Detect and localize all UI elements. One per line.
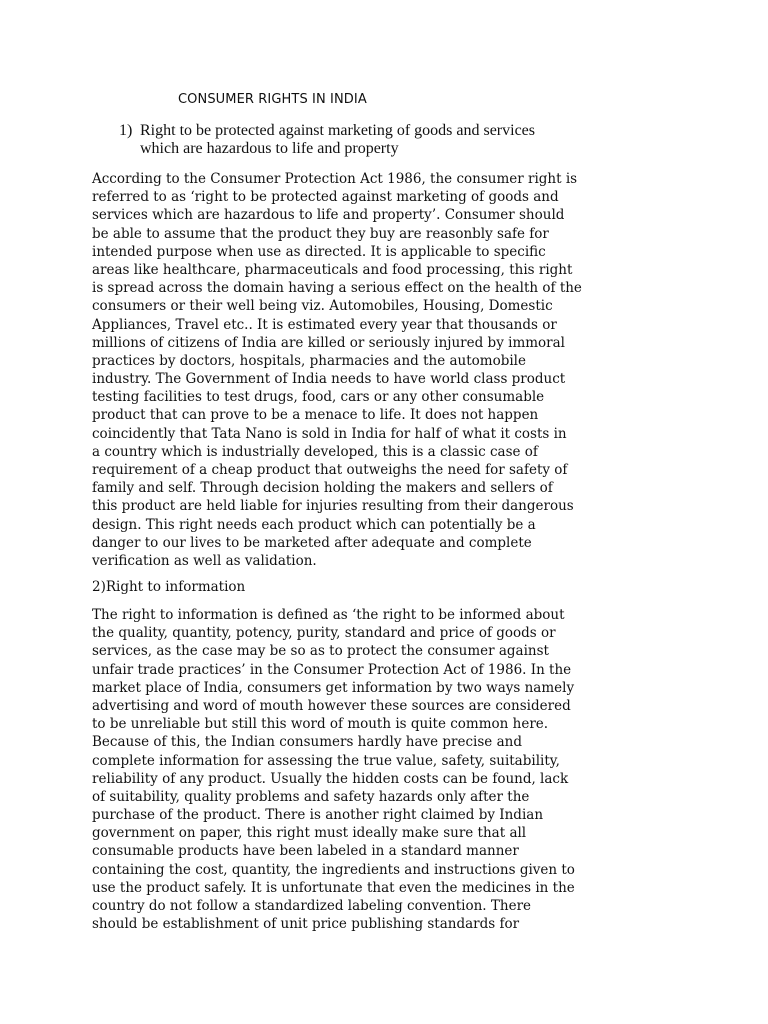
paragraph-line: containing the cost, quantity, the ingredients and instructions given to [92, 861, 575, 878]
paragraph-line: a country which is industrially developed, this is a classic case of [92, 443, 538, 460]
paragraph-line: practices by doctors, hospitals, pharmacies and the automobile [92, 352, 526, 369]
paragraph-line: Because of this, the Indian consumers hardly have precise and [92, 734, 522, 751]
paragraph-line: country do not follow a standardized labeling convention. There [92, 898, 532, 914]
paragraph-line: consumable products have been labeled in a standard manner [92, 843, 519, 860]
paragraph-line: use the product safely. It is unfortunate that even the medicines in the [92, 879, 575, 896]
paragraph-line: danger to our lives to be marketed after adequate and complete [92, 534, 532, 551]
paragraph-line: areas like healthcare, pharmaceuticals and food processing, this right [92, 261, 573, 278]
paragraph-line: reliability of any product. Usually the hidden costs can be found, lack [92, 770, 569, 787]
paragraph-line: millions of citizens of India are killed or seriously injured by immoral [92, 334, 565, 351]
paragraph-line: of suitability, quality problems and safety hazards only after the [92, 788, 530, 805]
paragraph-line: consumers or their well being viz. Automobiles, Housing, Domestic [92, 298, 553, 315]
paragraph-line: this product are held liable for injuries resulting from their dangerous [92, 498, 574, 515]
heading-line: Right to be protected against marketing of goods and services [140, 122, 536, 139]
paragraph-line: purchase of the product. There is another right claimed by Indian [92, 807, 544, 824]
section-2-heading: 2)Right to information [92, 579, 246, 595]
paragraph-line: advertising and word of mouth however these sources are considered [92, 697, 571, 714]
paragraph-line: Appliances, Travel etc.. It is estimated every year that thousands or [92, 316, 557, 333]
paragraph-line: government on paper, this right must ideally make sure that all [92, 825, 527, 842]
paragraph-line: market place of India, consumers get information by two ways namely [92, 679, 575, 696]
paragraph-line: testing facilities to test drugs, food, cars or any other consumable [92, 389, 545, 406]
paragraph-line: product that can prove to be a menace to life. It does not happen [92, 407, 539, 424]
paragraph-line: be able to assume that the product they buy are reasonbly safe for [92, 225, 549, 242]
paragraph-line: complete information for assessing the true value, safety, suitability, [92, 752, 560, 769]
paragraph-line: is spread across the domain having a serious effect on the health of the [92, 280, 582, 297]
paragraph-line: should be establishment of unit price publishing standards for [92, 916, 520, 933]
paragraph-line: industry. The Government of India needs to have world class product [92, 371, 566, 388]
paragraph-line: services, as the case may be so as to protect the consumer against [92, 643, 549, 660]
document-title: CONSUMER RIGHTS IN INDIA [178, 92, 367, 107]
paragraph-line: coincidently that Tata Nano is sold in India for half of what it costs in [92, 425, 567, 442]
paragraph-line: requirement of a cheap product that outweighs the need for safety of [92, 462, 568, 478]
paragraph-line: family and self. Through decision holding the makers and sellers of [92, 480, 553, 497]
paragraph-line: to be unreliable but still this word of mouth is quite common here. [92, 716, 549, 733]
section-2-paragraph [92, 606, 684, 933]
paragraph-line: design. This right needs each product which can potentially be a [92, 516, 536, 533]
paragraph-line: intended purpose when use as directed. It is applicable to specific [92, 243, 546, 260]
paragraph-line: the quality, quantity, potency, purity, standard and price of goods or [92, 625, 556, 642]
section-1-heading-text [140, 121, 680, 157]
section-1-number: 1) [119, 122, 133, 139]
paragraph-line: The right to information is defined as ‘the right to be informed about [92, 607, 565, 623]
paragraph-line: verification as well as validation. [92, 552, 317, 569]
paragraph-line: unfair trade practices’ in the Consumer Protection Act of 1986. In the [92, 661, 572, 678]
section-1-paragraph [92, 170, 684, 570]
paragraph-line: According to the Consumer Protection Act 1986, the consumer right is [92, 171, 578, 187]
heading-line: which are hazardous to life and property [140, 140, 399, 158]
paragraph-line: referred to as ‘right to be protected against marketing of goods and [92, 189, 559, 206]
paragraph-line: services which are hazardous to life and property’. Consumer should [92, 207, 565, 224]
